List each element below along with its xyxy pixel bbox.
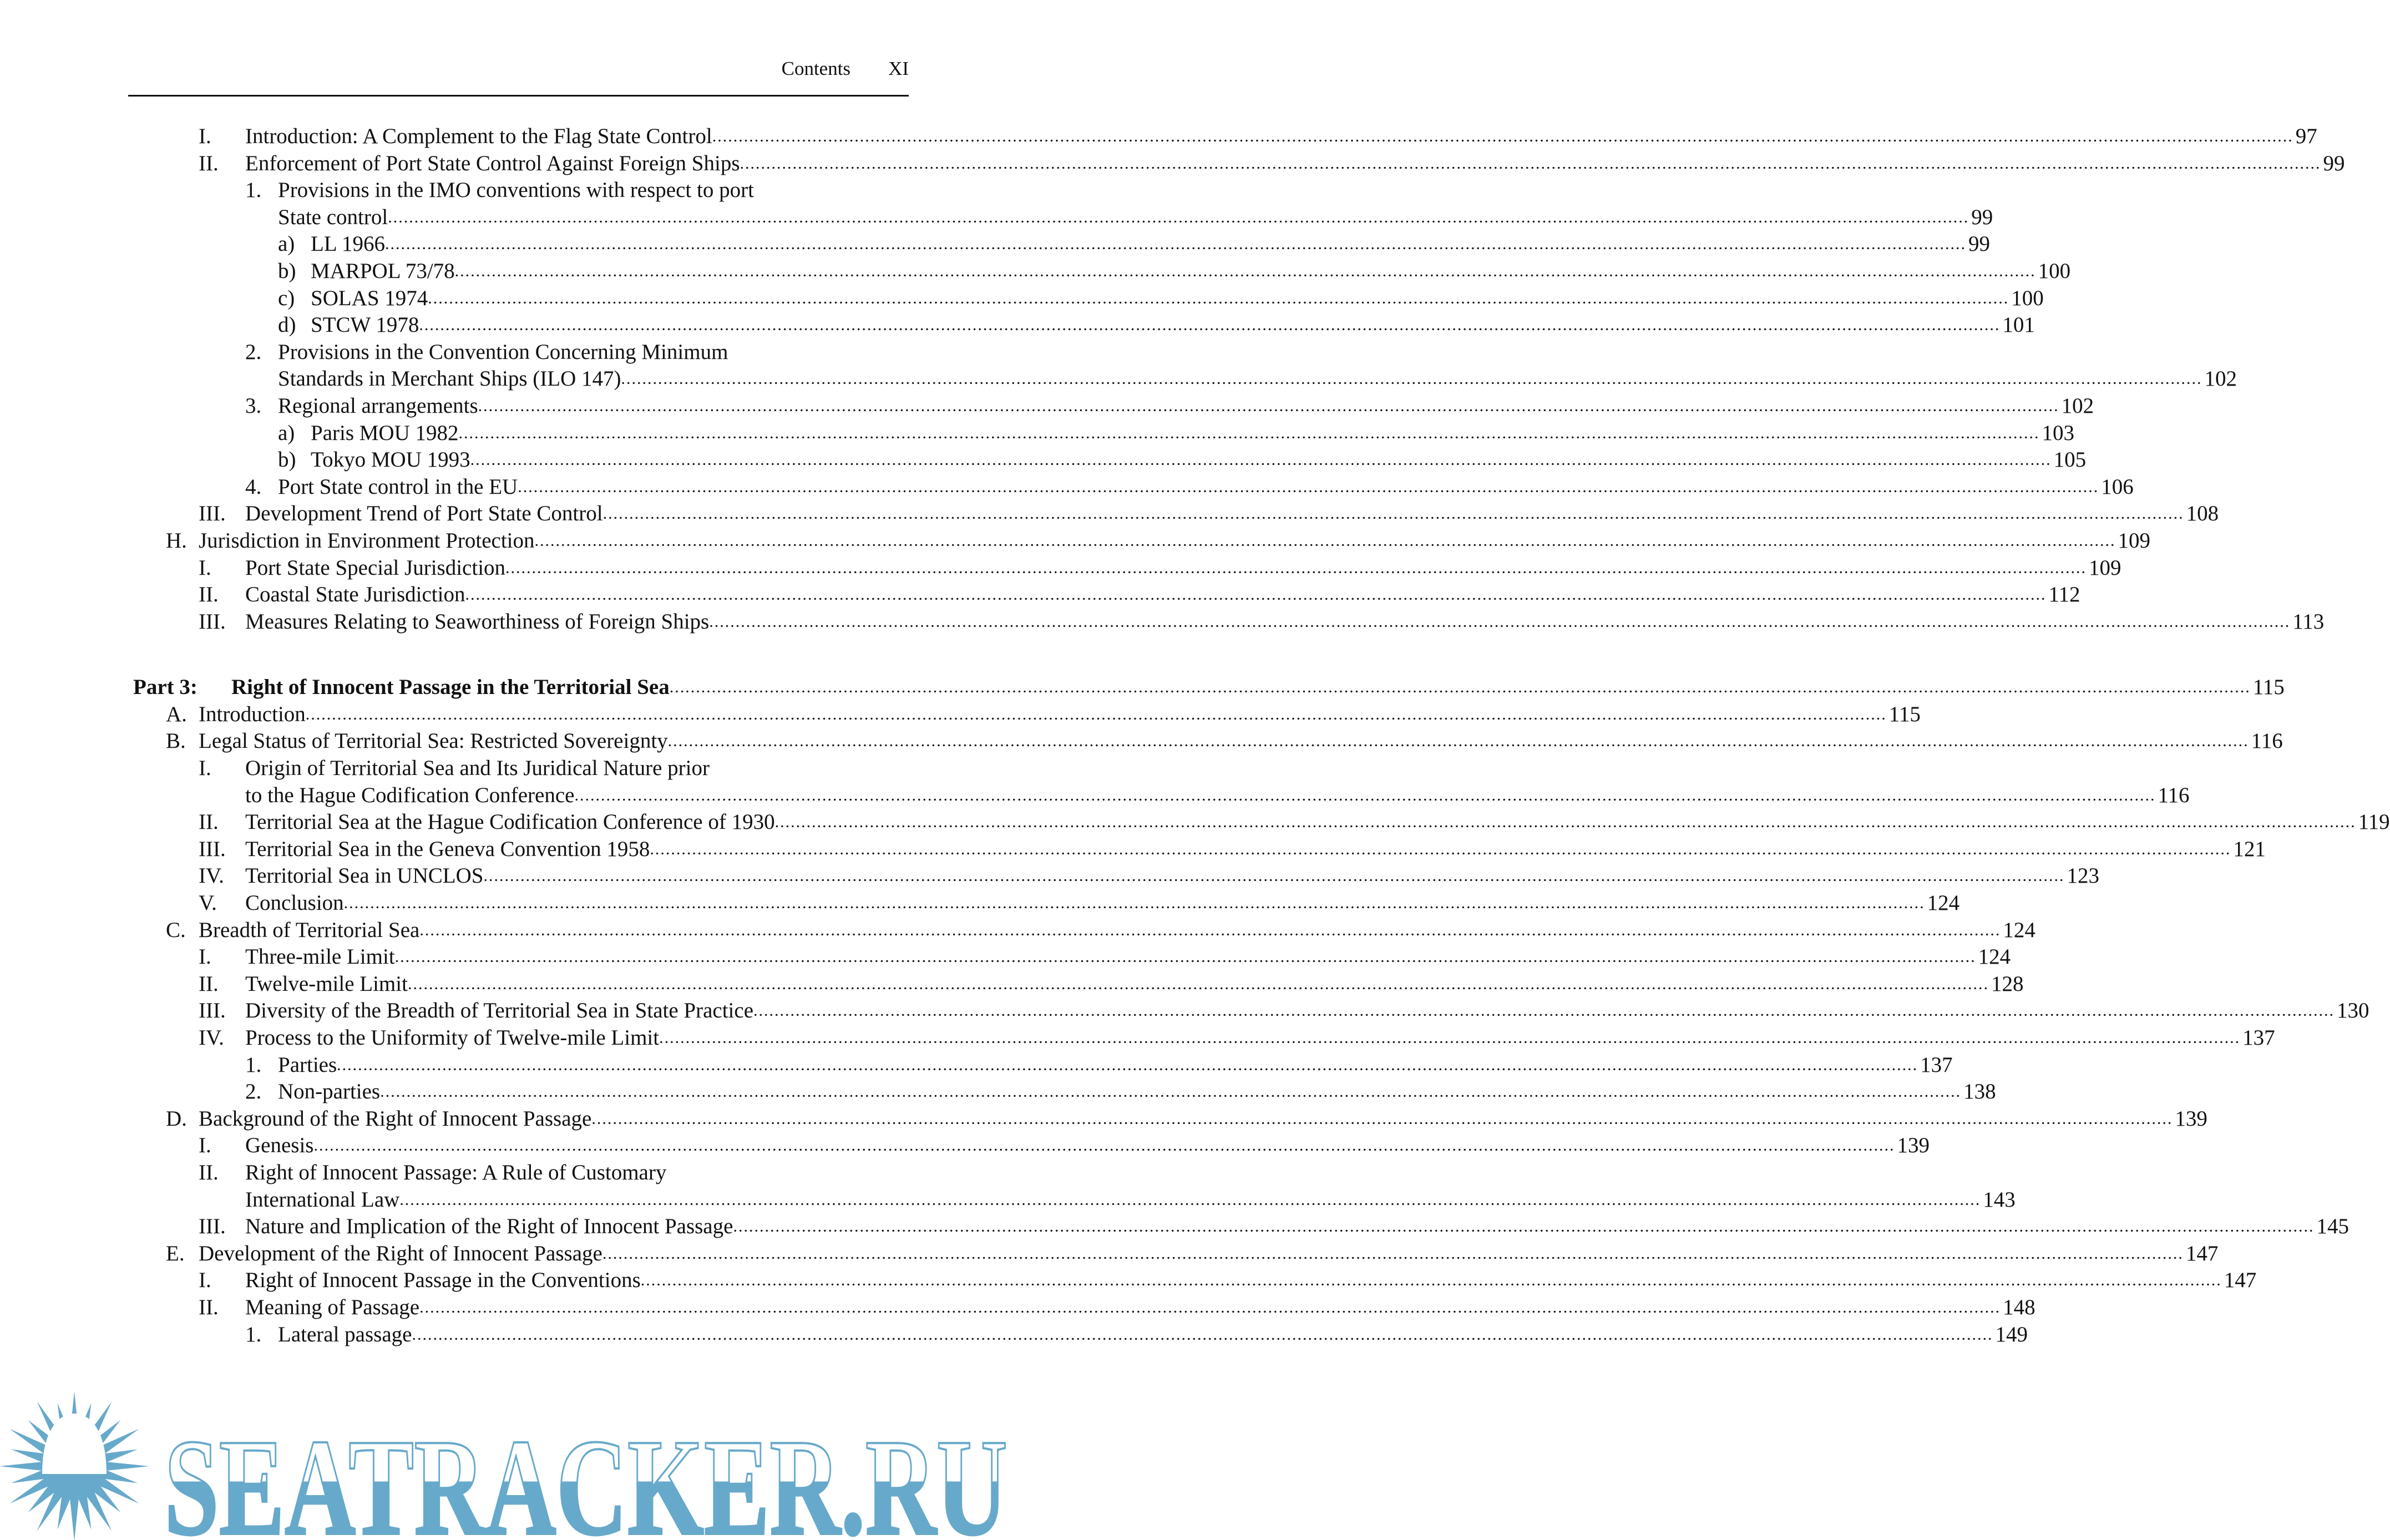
toc-entry-title: MARPOL 73/78 <box>311 259 455 283</box>
toc-entry[interactable] <box>0 917 2035 944</box>
dot-leader: ............................................................................................................................................................................................................................................................................................................ <box>518 477 2099 496</box>
toc-entry[interactable] <box>0 177 1016 204</box>
toc-entry[interactable] <box>0 1052 1953 1079</box>
toc-entry[interactable] <box>0 1213 2349 1240</box>
dot-leader: ............................................................................................................................................................................................................................................................................................................ <box>388 207 1969 226</box>
dot-leader: ............................................................................................................................................................................................................................................................................................................ <box>483 867 2065 885</box>
toc-entry-title: Lateral passage <box>278 1322 412 1346</box>
dot-leader: ............................................................................................................................................................................................................................................................................................................ <box>740 154 2321 173</box>
toc-entry[interactable] <box>0 755 1016 782</box>
toc-entry-continuation[interactable] <box>0 366 2237 393</box>
toc-entry-title: Legal Status of Territorial Sea: Restricted Sovereignty <box>199 729 668 753</box>
toc-entry-title: Breadth of Territorial Sea <box>199 918 420 942</box>
dot-leader: ............................................................................................................................................................................................................................................................................................................ <box>505 558 2087 577</box>
toc-entry[interactable] <box>0 258 2071 285</box>
toc-entry-title: Provisions in the Convention Concerning Minimum <box>278 340 728 364</box>
toc-entry-label: H. <box>166 528 187 553</box>
toc-entry-title: Meaning of Passage <box>245 1295 420 1319</box>
toc-entry-label: b) <box>278 448 296 472</box>
toc-entry-title: Nature and Implication of the Right of Innocent Passage <box>245 1214 733 1239</box>
dot-leader: ............................................................................................................................................................................................................................................................................................................ <box>465 585 2047 604</box>
dot-leader: ............................................................................................................................................................................................................................................................................................................ <box>733 1217 2315 1236</box>
dot-leader: ............................................................................................................................................................................................................................................................................................................ <box>712 127 2293 145</box>
toc-entry-label: II. <box>199 810 219 834</box>
toc-entry[interactable] <box>0 474 2134 501</box>
toc-entry-page: 103 <box>2042 421 2075 445</box>
dot-leader: ............................................................................................................................................................................................................................................................................................................ <box>399 1190 1981 1209</box>
toc-entry-title: to the Hague Codification Conference <box>245 783 575 807</box>
toc-entry[interactable] <box>0 701 1921 728</box>
toc-entry-title: International Law <box>245 1187 400 1212</box>
toc-entry-label: I. <box>199 756 211 781</box>
toc-entry-page: 109 <box>2118 528 2151 553</box>
toc-entry-title: Non-parties <box>278 1080 381 1104</box>
toc-entry[interactable] <box>0 285 2044 312</box>
toc-entry-title: STCW 1978 <box>311 313 419 337</box>
dot-leader: ............................................................................................................................................................................................................................................................................................................ <box>419 1298 2001 1316</box>
dot-leader: ............................................................................................................................................................................................................................................................................................................ <box>419 316 2001 335</box>
toc-entry-label: III. <box>199 501 226 526</box>
dot-leader: ............................................................................................................................................................................................................................................................................................................ <box>659 1029 2241 1047</box>
toc-entry-label: Part 3: <box>133 675 198 700</box>
toc-entry-title: Introduction: A Complement to the Flag State Control <box>245 124 712 148</box>
dot-leader: ............................................................................................................................................................................................................................................................................................................ <box>709 612 2291 631</box>
toc-entry-label: 2. <box>245 340 262 364</box>
toc-entry-page: 116 <box>2251 729 2283 753</box>
dot-leader: ............................................................................................................................................................................................................................................................................................................ <box>380 1082 1962 1101</box>
toc-entry-title: Development of the Right of Innocent Passage <box>199 1241 602 1265</box>
toc-entry-title: Territorial Sea in the Geneva Convention 1958 <box>245 837 650 861</box>
toc-entry-label: I. <box>199 555 211 580</box>
toc-entry[interactable] <box>0 123 2317 150</box>
toc-entry-label: I. <box>199 945 211 969</box>
toc-entry-page: 139 <box>2175 1106 2207 1131</box>
toc-entry[interactable] <box>0 1159 1016 1187</box>
toc-entry-title: Enforcement of Port State Control Against Foreign Ships <box>245 151 740 175</box>
toc-entry-title: Genesis <box>245 1133 314 1158</box>
toc-entry-page: 148 <box>2003 1295 2035 1319</box>
toc-entry-page: 105 <box>2053 448 2087 472</box>
toc-entry-title: Parties <box>278 1052 337 1077</box>
toc-entry-page: 123 <box>2067 864 2099 888</box>
toc-entry-title: Measures Relating to Seaworthiness of Foreign Ships <box>245 609 710 634</box>
toc-entry-title: Right of Innocent Passage: A Rule of Customary <box>245 1160 667 1184</box>
toc-entry-title: Process to the Uniformity of Twelve-mile Limit <box>245 1026 660 1050</box>
toc-entry-title: Regional arrangements <box>278 393 478 418</box>
toc-entry-page: 97 <box>2295 124 2317 148</box>
toc-entry-title: Diversity of the Breadth of Territorial Sea in State Practice <box>245 999 754 1023</box>
toc-entry-title: Three-mile Limit <box>245 945 395 969</box>
toc-entry-page: 116 <box>2158 783 2190 807</box>
toc-entry-page: 100 <box>2038 259 2071 283</box>
toc-entry-label: D. <box>166 1106 187 1131</box>
toc-entry-page: 112 <box>2048 582 2080 607</box>
toc-entry-page: 99 <box>1968 232 1990 256</box>
toc-entry-page: 101 <box>2002 313 2035 337</box>
toc-entry-label: E. <box>166 1241 185 1265</box>
dot-leader: ............................................................................................................................................................................................................................................................................................................ <box>640 1271 2222 1290</box>
toc-entry-title: Provisions in the IMO conventions with respect to port <box>278 178 754 202</box>
toc-entry[interactable] <box>0 674 2285 701</box>
toc-entry-label: III. <box>199 999 226 1023</box>
toc-entry[interactable] <box>0 890 1960 917</box>
dot-leader: ............................................................................................................................................................................................................................................................................................................ <box>650 839 2231 858</box>
toc-entry-label: 4. <box>245 474 262 499</box>
dot-leader: ............................................................................................................................................................................................................................................................................................................ <box>574 786 2156 804</box>
toc-entry-label: II. <box>199 971 219 996</box>
toc-entry-label: d) <box>278 313 296 337</box>
toc-entry-title: State control <box>278 205 388 229</box>
dot-leader: ............................................................................................................................................................................................................................................................................................................ <box>602 504 2184 523</box>
toc-entry-label: V. <box>199 891 217 915</box>
toc-entry-continuation[interactable] <box>0 204 1993 231</box>
toc-entry-label: 3. <box>245 393 262 418</box>
dot-leader: ............................................................................................................................................................................................................................................................................................................ <box>470 450 2052 469</box>
page-number: XI <box>888 58 909 79</box>
sun-icon <box>0 1391 149 1540</box>
dot-leader: ............................................................................................................................................................................................................................................................................................................ <box>419 920 2001 939</box>
toc-entry-label: a) <box>278 232 295 256</box>
toc-entry-label: 1. <box>245 178 262 202</box>
toc-entry[interactable] <box>0 1132 1930 1159</box>
toc-entry-label: II. <box>199 151 219 175</box>
toc-entry-title: Port State Special Jurisdiction <box>245 555 506 580</box>
toc-entry-label: c) <box>278 286 295 310</box>
dot-leader: ............................................................................................................................................................................................................................................................................................................ <box>753 1001 2335 1020</box>
toc-entry-page: 99 <box>2323 151 2345 175</box>
toc-entry-label: B. <box>166 729 186 753</box>
dot-leader: ............................................................................................................................................................................................................................................................................................................ <box>621 369 2202 388</box>
dot-leader: ............................................................................................................................................................................................................................................................................................................ <box>305 705 1887 723</box>
toc-entry[interactable] <box>0 150 2345 178</box>
toc-entry[interactable] <box>0 944 2011 971</box>
toc-entry[interactable] <box>0 1240 2219 1268</box>
toc-entry[interactable] <box>0 555 2121 582</box>
toc-entry[interactable] <box>0 728 2283 755</box>
dot-leader: ............................................................................................................................................................................................................................................................................................................ <box>313 1136 1895 1155</box>
toc-entry-page: 102 <box>2204 367 2237 391</box>
toc-entry[interactable] <box>0 1025 2275 1052</box>
watermark-text: SEATRACKER.RU <box>164 1411 1007 1540</box>
toc-entry-page: 115 <box>2252 675 2285 700</box>
toc-entry[interactable] <box>0 1106 2207 1133</box>
toc-entry-page: 106 <box>2101 474 2134 499</box>
toc-entry-title: Development Trend of Port State Control <box>245 501 603 526</box>
watermark-logo <box>0 1395 1016 1540</box>
toc-entry-title: Port State control in the EU <box>278 474 518 499</box>
toc-entry[interactable] <box>0 1078 1996 1106</box>
toc-entry-page: 147 <box>2224 1268 2257 1293</box>
toc-entry-label: III. <box>199 1214 226 1239</box>
toc-entry[interactable] <box>0 609 2325 636</box>
toc-entry-label: III. <box>199 609 226 634</box>
toc-entry-page: 108 <box>2186 501 2219 526</box>
toc-entry[interactable] <box>0 500 2219 528</box>
running-header <box>782 58 909 80</box>
toc-entry-page: 139 <box>1897 1133 1930 1158</box>
toc-entry[interactable] <box>0 1321 2028 1349</box>
toc-entry-page: 147 <box>2185 1241 2219 1265</box>
dot-leader: ............................................................................................................................................................................................................................................................................................................ <box>774 813 2356 832</box>
toc-entry[interactable] <box>0 447 2087 474</box>
dot-leader: ............................................................................................................................................................................................................................................................................................................ <box>669 678 2251 697</box>
table-of-contents <box>0 123 2390 1348</box>
toc-entry-title: Right of Innocent Passage in the Conventions <box>245 1268 641 1293</box>
toc-entry-page: 145 <box>2316 1214 2349 1239</box>
toc-entry-page: 130 <box>2337 999 2369 1023</box>
dot-leader: ............................................................................................................................................................................................................................................................................................................ <box>534 531 2116 550</box>
running-header-title: Contents <box>781 58 851 79</box>
toc-entry-page: 121 <box>2233 837 2266 861</box>
toc-entry-label: I. <box>199 124 211 148</box>
toc-entry-label: II. <box>199 1160 219 1184</box>
toc-entry-page: 113 <box>2292 609 2325 634</box>
toc-entry[interactable] <box>0 393 2094 420</box>
toc-entry-title: Tokyo MOU 1993 <box>311 448 470 472</box>
toc-entry-page: 115 <box>1888 702 1921 726</box>
dot-leader: ............................................................................................................................................................................................................................................................................................................ <box>428 288 2009 307</box>
toc-entry-label: II. <box>199 582 219 607</box>
toc-entry-page: 124 <box>2003 918 2035 942</box>
toc-entry-page: 124 <box>1978 945 2011 969</box>
toc-entry-title: Twelve-mile Limit <box>245 971 408 996</box>
toc-entry-title: Territorial Sea in UNCLOS <box>245 864 484 888</box>
toc-entry-page: 128 <box>1991 971 2024 996</box>
toc-entry-page: 143 <box>1983 1187 2016 1212</box>
toc-entry-label: I. <box>199 1268 211 1293</box>
toc-entry-label: C. <box>166 918 186 942</box>
toc-entry[interactable] <box>0 420 2075 447</box>
toc-entry-label: A. <box>166 702 187 726</box>
toc-entry-page: 149 <box>1995 1322 2028 1346</box>
toc-entry-page: 102 <box>2061 393 2094 418</box>
toc-entry[interactable] <box>0 1294 2035 1321</box>
toc-entry-label: a) <box>278 421 295 445</box>
toc-entry-page: 100 <box>2011 286 2044 310</box>
dot-leader: ............................................................................................................................................................................................................................................................................................................ <box>458 423 2040 442</box>
toc-entry-title: Standards in Merchant Ships (ILO 147) <box>278 367 621 391</box>
toc-entry-label: I. <box>199 1133 211 1158</box>
toc-entry-page: 137 <box>1920 1052 1953 1077</box>
toc-entry-title: Jurisdiction in Environment Protection <box>199 528 535 553</box>
toc-entry-page: 99 <box>1971 205 1993 229</box>
dot-leader: ............................................................................................................................................................................................................................................................................................................ <box>602 1244 2184 1263</box>
toc-entry[interactable] <box>0 1267 2257 1294</box>
toc-entry-page: 109 <box>2089 555 2121 580</box>
toc-entry[interactable] <box>0 997 2369 1025</box>
toc-entry-title: Background of the Right of Innocent Passage <box>199 1106 592 1131</box>
toc-entry-continuation[interactable] <box>0 782 2190 809</box>
dot-leader: ............................................................................................................................................................................................................................................................................................................ <box>478 396 2059 415</box>
dot-leader: ............................................................................................................................................................................................................................................................................................................ <box>343 894 1925 913</box>
toc-entry-title: SOLAS 1974 <box>311 286 428 310</box>
toc-entry-label: 1. <box>245 1052 262 1077</box>
dot-leader: ............................................................................................................................................................................................................................................................................................................ <box>667 732 2249 751</box>
toc-entry-page: 119 <box>2358 810 2390 834</box>
toc-entry-label: IV. <box>199 864 224 888</box>
toc-entry-label: IV. <box>199 1026 224 1050</box>
dot-leader: ............................................................................................................................................................................................................................................................................................................ <box>407 974 1989 993</box>
toc-entry[interactable] <box>0 339 1016 366</box>
toc-entry[interactable] <box>0 863 2099 890</box>
toc-entry[interactable] <box>0 809 2390 836</box>
toc-entry-label: III. <box>199 837 226 861</box>
toc-entry-title: Introduction <box>199 702 306 726</box>
toc-entry-label: II. <box>199 1295 219 1319</box>
dot-leader: ............................................................................................................................................................................................................................................................................................................ <box>412 1325 1993 1344</box>
toc-entry[interactable] <box>0 528 2151 555</box>
toc-entry-label: b) <box>278 259 296 283</box>
toc-entry-page: 124 <box>1927 891 1960 915</box>
dot-leader: ............................................................................................................................................................................................................................................................................................................ <box>454 261 2036 280</box>
toc-entry-continuation[interactable] <box>0 1187 2016 1214</box>
dot-leader: ............................................................................................................................................................................................................................................................................................................ <box>337 1055 1918 1074</box>
toc-entry-title: Origin of Territorial Sea and Its Juridical Nature prior <box>245 756 710 781</box>
toc-entry-title: Coastal State Jurisdiction <box>245 582 465 607</box>
toc-entry-title: Conclusion <box>245 891 344 915</box>
toc-entry[interactable] <box>0 231 1990 258</box>
toc-entry[interactable] <box>0 971 2024 998</box>
toc-entry[interactable] <box>0 581 2080 609</box>
toc-entry-title: Paris MOU 1982 <box>311 421 459 445</box>
toc-entry[interactable] <box>0 312 2035 339</box>
toc-entry-page: 138 <box>1963 1080 1996 1104</box>
header-rule <box>128 95 909 97</box>
toc-entry-label: 2. <box>245 1080 262 1104</box>
toc-entry-label: 1. <box>245 1322 262 1346</box>
toc-entry-page: 137 <box>2242 1026 2275 1050</box>
dot-leader: ............................................................................................................................................................................................................................................................................................................ <box>591 1109 2173 1128</box>
dot-leader: ............................................................................................................................................................................................................................................................................................................ <box>394 948 1976 966</box>
toc-entry-title: Right of Innocent Passage in the Territorial Sea <box>231 675 670 700</box>
toc-entry[interactable] <box>0 836 2266 863</box>
dot-leader: ............................................................................................................................................................................................................................................................................................................ <box>384 235 1966 254</box>
toc-entry-title: Territorial Sea at the Hague Codification Conference of 1930 <box>245 810 775 834</box>
toc-entry-title: LL 1966 <box>311 232 385 256</box>
